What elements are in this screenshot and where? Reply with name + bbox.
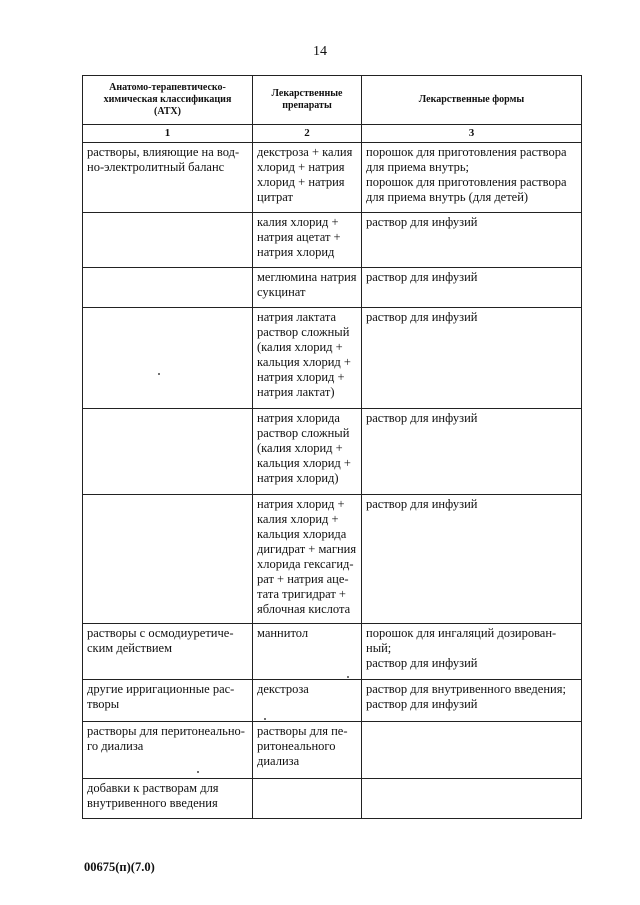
- atx-cell: растворы для перитонеально- го диализа: [83, 722, 253, 779]
- forms-cell: раствор для инфузий: [362, 213, 582, 268]
- table-row: [83, 722, 582, 779]
- atx-cell: [83, 495, 253, 624]
- scan-speck: [347, 676, 349, 678]
- atx-cell: другие ирригационные рас- творы: [83, 680, 253, 722]
- table-header-row: [83, 76, 582, 125]
- table-row: [83, 495, 582, 624]
- drug-cell: натрия лактата раствор сложный (калия хлорид + кальция хлорид + натрия хлорид + натрия лактат): [253, 308, 362, 409]
- table-row: [83, 779, 582, 819]
- forms-cell: [362, 779, 582, 819]
- drug-cell: натрия хлорид + калия хлорид + кальция хлорида дигидрат + магния хлорида гексагид- рат + натрия аце- тата тригидрат + яблочная кислота: [253, 495, 362, 624]
- table-row: [83, 624, 582, 680]
- drug-cell: декстроза: [253, 680, 362, 722]
- column-number-row: [83, 125, 582, 143]
- drug-cell: калия хлорид + натрия ацетат + натрия хлорид: [253, 213, 362, 268]
- scan-speck: [264, 718, 266, 720]
- page-number: 14: [313, 44, 327, 59]
- drug-cell: натрия хлорида раствор сложный (калия хлорид + кальция хлорид + натрия хлорид): [253, 409, 362, 495]
- header-atx: Анатомо-терапевтическо- химическая классификация (АТХ): [83, 76, 253, 125]
- column-number-1: 1: [83, 125, 253, 143]
- drug-cell: маннитол: [253, 624, 362, 680]
- forms-cell: раствор для инфузий: [362, 268, 582, 308]
- header-drugs: Лекарственные препараты: [253, 76, 362, 125]
- header-forms: Лекарственные формы: [362, 76, 582, 125]
- scan-speck: [197, 771, 199, 773]
- column-number-3: 3: [362, 125, 582, 143]
- table-row: [83, 308, 582, 409]
- forms-cell: раствор для инфузий: [362, 409, 582, 495]
- scan-speck: [158, 373, 160, 375]
- drug-cell: растворы для пе- ритонеального диализа: [253, 722, 362, 779]
- atx-cell: растворы, влияющие на вод- но-электролитный баланс: [83, 143, 253, 213]
- forms-cell: раствор для внутривенного введения; раствор для инфузий: [362, 680, 582, 722]
- forms-cell: раствор для инфузий: [362, 308, 582, 409]
- atx-cell: [83, 268, 253, 308]
- table-row: [83, 409, 582, 495]
- table-row: [83, 213, 582, 268]
- column-number-2: 2: [253, 125, 362, 143]
- table-row: [83, 143, 582, 213]
- drug-cell: декстроза + калия хлорид + натрия хлорид + натрия цитрат: [253, 143, 362, 213]
- forms-cell: [362, 722, 582, 779]
- footer-document-code: 00675(п)(7.0): [84, 860, 155, 874]
- drug-cell: меглюмина натрия сукцинат: [253, 268, 362, 308]
- atx-table: [82, 75, 582, 819]
- atx-cell: [83, 308, 253, 409]
- drug-cell: [253, 779, 362, 819]
- table-row: [83, 680, 582, 722]
- forms-cell: порошок для ингаляций дозирован- ный; раствор для инфузий: [362, 624, 582, 680]
- table-row: [83, 268, 582, 308]
- atx-cell: растворы с осмодиуретиче- ским действием: [83, 624, 253, 680]
- atx-cell: [83, 213, 253, 268]
- atx-cell: добавки к растворам для внутривенного введения: [83, 779, 253, 819]
- atx-cell: [83, 409, 253, 495]
- forms-cell: порошок для приготовления раствора для приема внутрь; порошок для приготовления раствора для приема внутрь (для детей): [362, 143, 582, 213]
- forms-cell: раствор для инфузий: [362, 495, 582, 624]
